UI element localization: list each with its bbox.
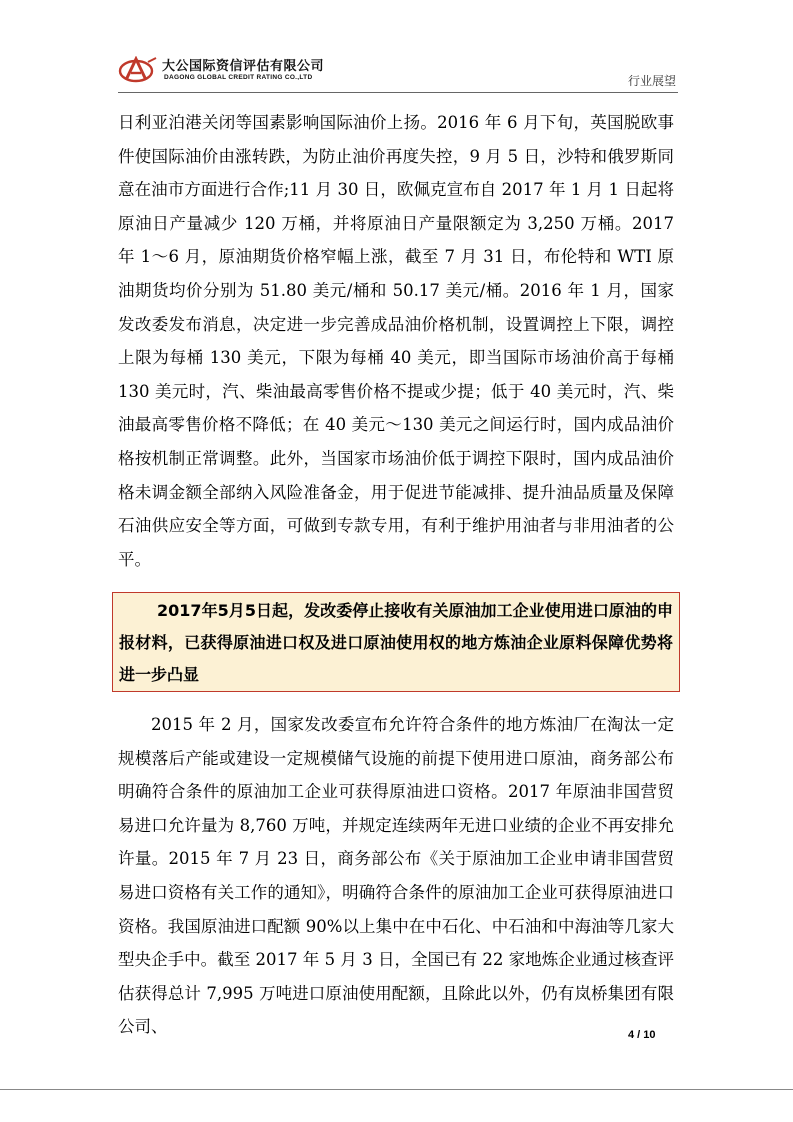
page-number: 4 / 10: [628, 1029, 656, 1041]
company-name-cn: 大公国际资信评估有限公司: [162, 59, 325, 74]
page-header: [118, 50, 678, 94]
highlight-callout: 2017年5月5日起，发改委停止接收有关原油加工企业使用进口原油的申报材料，已获得原油进口权及进口原油使用权的地方炼油企业原料保障优势将进一步凸显: [112, 592, 680, 692]
body-paragraph-2: 2015 年 2 月，国家发改委宣布允许符合条件的地方炼油厂在淘汰一定规模落后产能或建设一定规模储气设施的前提下使用进口原油，商务部公布明确符合条件的原油加工企业可获得原油进口资格。2017 年原油非国营贸易进口允许量为 8,760 万吨，并规定连续两年无进口业绩的企业不再安排允许量。2015 年 7 月 23 日，商务部公布《关于原油加工企业申请非国营贸易进口资格有关工作的通知》，明确符合条件的原油加工企业可获得原油进口资格。我国原油进口配额 90%以上集中在中石化、中石油和中海油等几家大型央企手中。截至 2017 年 5 月 3 日，全国已有 22 家地炼企业通过核查评估获得总计 7,995 万吨进口原油使用配额，且除此以外，仍有岚桥集团有限公司、: [118, 715, 674, 1037]
company-name-en: DAGONG GLOBAL CREDIT RATING CO.,LTD: [164, 74, 313, 81]
footer-divider: [0, 1089, 793, 1090]
header-divider: [118, 92, 678, 93]
dagong-logo-icon: [118, 56, 158, 84]
section-label: 行业展望: [627, 74, 676, 88]
body-paragraph-1: 日利亚泊港关闭等国素影响国际油价上扬。2016 年 6 月下旬，英国脱欧事件使国际油价由涨转跌，为防止油价再度失控，9 月 5 日，沙特和俄罗斯同意在油市方面进行合作;11 月 30 日，欧佩克宣布自 2017 年 1 月 1 日起将原油日产量减少 120 万桶，并将原油日产量限额定为 3,250 万桶。2017 年 1～6 月，原油期货价格窄幅上涨，截至 7 月 31 日，布伦特和 WTI 原油期货均价分别为 51.80 美元/桶和 50.17 美元/桶。2016 年 1 月，国家发改委发布消息，决定进一步完善成品油价格机制，设置调控上下限，调控上限为每桶 130 美元，下限为每桶 40 美元，即当国际市场油价高于每桶 130 美元时，汽、柴油最高零售价格不提或少提；低于 40 美元时，汽、柴油最高零售价格不降低；在 40 美元～130 美元之间运行时，国内成品油价格按机制正常调整。此外，当国家市场油价低于调控下限时，国内成品油价格未调金额全部纳入风险准备金，用于促进节能减排、提升油品质量及保障石油供应安全等方面，可做到专款专用，有利于维护用油者与非用油者的公平。: [118, 113, 674, 569]
